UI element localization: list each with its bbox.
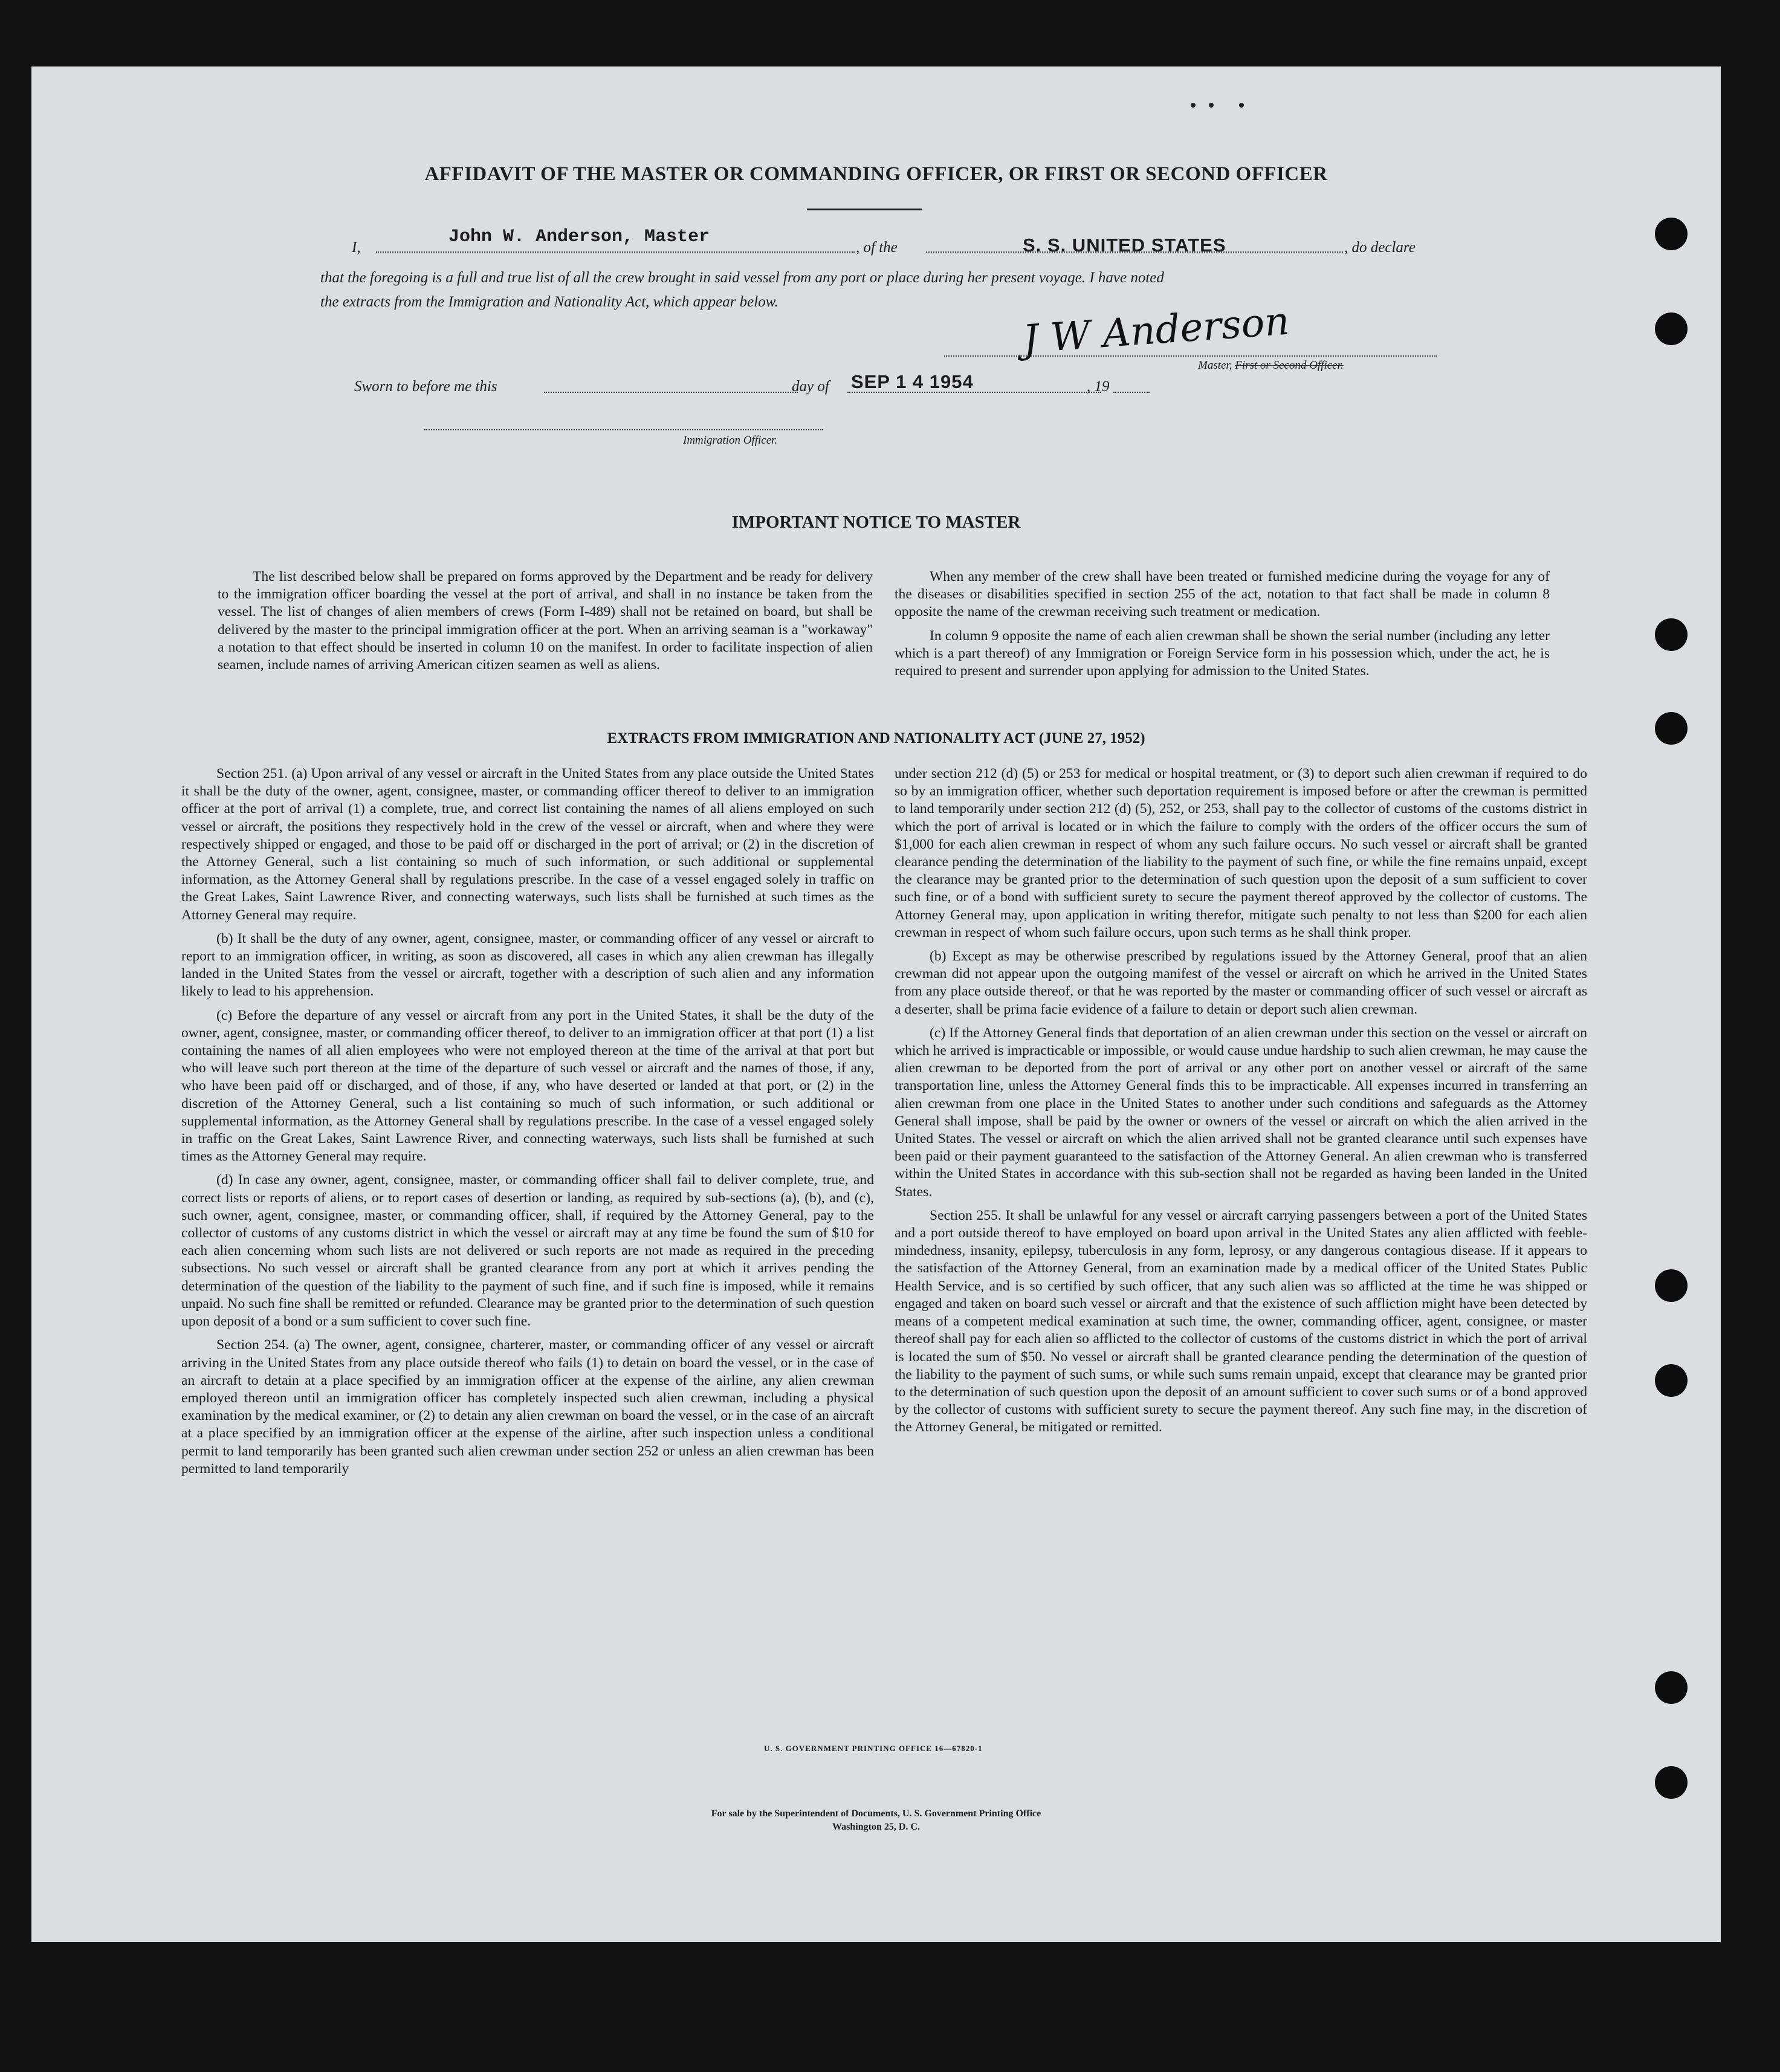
notice-right-paragraph-1: When any member of the crew shall have been treated or furnished medicine during the voyage for any of the diseases or disabilities specified in section 255 of the act, notation to that fact shall be made in column 8 opposite the name of the crewman receiving such treatment or medication.	[895, 569, 1550, 620]
signer-title-struck: First or Second Officer.	[1235, 359, 1344, 372]
sale-line-1: For sale by the Superintendent of Documents, U. S. Government Printing Office	[711, 1808, 1041, 1819]
punch-hole	[1655, 1269, 1688, 1302]
extracts-right-column	[895, 765, 1587, 1437]
signature-line	[944, 355, 1437, 357]
statement-line-2: the extracts from the Immigration and Nationality Act, which appear below.	[320, 294, 778, 310]
extracts-left-column	[181, 765, 874, 1478]
notice-right-paragraph-2: In column 9 opposite the name of each alien crewman shall be shown the serial number (including any letter which is a part thereof) of any Immigration or Foreign Service form in his possession which, under the act, he is required to present and surrender upon applying for admission to the United States.	[895, 627, 1550, 679]
speck	[1239, 103, 1244, 108]
title-rule	[807, 209, 922, 210]
section-251-c: (c) Before the departure of any vessel or aircraft from any port in the United States, it shall be the duty of the owner, agent, consignee, master, or commanding officer thereof, to deliver to an immigration officer at that port (1) a list containing the names of all alien employees who were not employed thereon at the time of the arrival at that port but who will leave such port thereon at the time of the departure of such vessel or aircraft and the names of those, if any, who have been paid off or discharged, and of those, if any, who have deserted or landed at that port, or (2) in the discretion of the Attorney General, such a list containing so much of such information, or such additional or supplemental information, as the Attorney General shall by regulations prescribe. In the case of a vessel engaged solely in traffic on the Great Lakes, Saint Lawrence River, and connecting waterways, such lists shall be furnished at such times as the Attorney General may require.	[181, 1007, 874, 1165]
section-254-c: (c) If the Attorney General finds that deportation of an alien crewman under this section on the vessel or aircraft on which he arrived is impracticable or impossible, or would cause undue hardship to such alien crewman, he may cause the alien crewman to be deported from the port of arrival or any other port on another vessel or aircraft of the same transportation line, unless the Attorney General finds this to be impracticable. All expenses incurred in transferring an alien crewman from one place in the United States to another under such conditions and safeguards as the Attorney General shall impose, shall be paid by the owner or owners of the vessel or aircraft on which the alien arrived in the United States. The vessel or aircraft on which the alien arrived shall not be granted clearance until such expenses have been paid or their payment guaranteed to the satisfaction of the Attorney General. An alien crewman who is transferred within the United States in accordance with this sub-section shall not be regarded as having been landed in the United States.	[895, 1025, 1587, 1200]
section-254-b: (b) Except as may be otherwise prescribed by regulations issued by the Attorney General, proof that an alien crewman did not appear upon the outgoing manifest of the vessel or aircraft on which he arrived in the United States from any place outside thereof, or that he was reported by the master or commanding officer of such vessel or aircraft as a deserter, shall be prima facie evidence of a failure to detain or deport such alien crewman.	[895, 948, 1587, 1017]
punch-hole	[1655, 1364, 1688, 1397]
section-251-b: (b) It shall be the duty of any owner, agent, consignee, master, or commanding officer of any vessel or aircraft to report to an immigration officer, in writing, as soon as discovered, all cases in which any alien crewman has illegally landed in the United States from the vessel or aircraft, together with a description of such alien and any information likely to lead to his apprehension.	[181, 930, 874, 1000]
speck	[1209, 103, 1214, 108]
date-stamp: SEP 1 4 1954	[851, 371, 974, 392]
section-251-a: Section 251. (a) Upon arrival of any vessel or aircraft in the United States from any place outside the United States it shall be the duty of the owner, agent, consignee, master, or commanding officer thereof to deliver to an immigration officer at the port of arrival (1) a complete, true, and correct list containing the names of all aliens employed on such vessel or aircraft, the positions they respectively hold in the crew of the vessel or aircraft, when and where they were respectively shipped or engaged, and those to be paid off or discharged in the port of arrival; or (2) in the discretion of the Attorney General, such a list containing so much of such information, or such additional or supplemental information, as the Attorney General shall by regulations prescribe. In the case of a vessel engaged solely in traffic on the Great Lakes, Saint Lawrence River, and connecting waterways, such lists shall be furnished at such times as the Attorney General may require.	[181, 766, 874, 923]
signer-title	[1198, 359, 1344, 372]
sworn-day-line	[544, 392, 798, 393]
statement-line-1: that the foregoing is a full and true list of all the crew brought in said vessel from any port or place during her present voyage. I have noted	[320, 270, 1164, 286]
officer-signature-line	[424, 429, 823, 430]
master-signature: J W Anderson	[1021, 299, 1291, 363]
section-255: Section 255. It shall be unlawful for any vessel or aircraft carrying passengers between a port of the United States and a port outside thereof to have employed on board upon arrival in the United States any alien afflicted with feeble-mindedness, insanity, epilepsy, tuberculosis in any form, leprosy, or any dangerous contagious disease. If it appears to the satisfaction of the Attorney General, from an examination made by a medical officer of the United States Public Health Service, and is so certified by such officer, that any such alien was so afflicted at the time he was shipped or engaged and taken on board such vessel or aircraft and that the existence of such affliction might have been detected by means of a competent medical examination at such time, the owner, commanding officer, agent, consignee, or master thereof shall pay for each alien so afflicted to the collector of customs of the customs district in which the port of arrival is located the sum of $50. No vessel or aircraft shall be granted clearance pending the determination of the question of the liability to the payment of such sums, or while such sums remain unpaid, except that clearance may be granted prior to the determination of such question upon the deposit of an amount sufficient to cover such sums or of a bond approved by the collector of customs with sufficient surety to secure the payment thereof. Any such fine may, in the discretion of the Attorney General, be mitigated or remitted.	[895, 1207, 1587, 1436]
affidavit-title: AFFIDAVIT OF THE MASTER OR COMMANDING OFFICER, OR FIRST OR SECOND OFFICER	[424, 163, 1328, 185]
sworn-label: Sworn to before me this	[354, 378, 497, 395]
notice-left-column	[218, 568, 873, 674]
year-label: , 19	[1087, 378, 1110, 395]
speck	[1191, 103, 1196, 108]
punch-hole	[1655, 312, 1688, 345]
section-251-d: (d) In case any owner, agent, consignee, master, or commanding officer shall fail to deliver complete, true, and correct lists or reports of aliens, or to report cases of desertion or landing, as required by sub-sections (a), (b), and (c), such owner, agent, consignee, master, or commanding officer, shall, if required by the Attorney General, pay to the collector of customs of any customs district in which the vessel or aircraft may at any time be found the sum of $10 for each alien concerning whom such lists are not delivered or such reports are not made as required in the preceding subsections. No such vessel or aircraft shall be granted clearance from any port at which it arrives pending the determination of the question of the liability to the payment of such fine, and if such fine is imposed, while it remains unpaid. No such fine shall be remitted or refunded. Clearance may be granted prior to the determination of such question upon deposit of a bond or a sum sufficient to cover such fine.	[181, 1172, 874, 1330]
section-254-a: Section 254. (a) The owner, agent, consignee, charterer, master, or commanding officer of any vessel or aircraft arriving in the United States from any place outside thereof who fails (1) to detain on board the vessel, or in the case of an aircraft to detain at a place specified by an immigration officer at the expense of the airline, any alien crewman employed thereon until an immigration officer has completely inspected such alien crewman, including a physical examination by the medical examiner, or (2) to detain any alien crewman on board the vessel, or in the case of an aircraft at a place specified by an immigration officer at the expense of the airline, after such inspection unless a conditional permit to land temporarily has been granted such alien crewman under section 252 or unless an alien crewman has been permitted to land temporarily	[181, 1337, 874, 1477]
do-declare-label: , do declare	[1344, 239, 1416, 256]
extracts-heading: EXTRACTS FROM IMMIGRATION AND NATIONALITY ACT (JUNE 27, 1952)	[607, 730, 1145, 746]
year-line	[1113, 392, 1150, 393]
name-field-line	[376, 251, 855, 253]
immigration-officer-label: Immigration Officer.	[683, 434, 778, 447]
notice-right-column	[895, 568, 1550, 680]
signer-title-master: Master,	[1198, 359, 1232, 372]
punch-hole	[1655, 1671, 1688, 1704]
sale-notice	[31, 1807, 1721, 1834]
section-254-a-continued: under section 212 (d) (5) or 253 for medical or hospital treatment, or (3) to deport such alien crewman if required to do so by an immigration officer, whether such deportation requirement is imposed before or after the crewman is permitted to land temporarily under section 212 (d) (5), 252, or 253, shall pay to the collector of customs of the customs district in which the port of arrival is located or in which the failure to comply with the orders of the officer occurs the sum of $1,000 for each alien crewman in respect of whom any such failure occurs. No such vessel or aircraft shall be granted clearance pending the determination of the liability to the payment of such fine, or while the fine remains unpaid, except the clearance may be granted prior to the determination of such question upon the deposit of a sum sufficient to cover such fine, or of a bond with sufficient surety to secure the payment thereof approved by the collector of customs. The Attorney General may, upon application in writing therefor, mitigate such penalty to not less than $200 for each alien crewman in respect of whom such failure occurs, upon such terms as he shall think proper.	[895, 766, 1587, 940]
vessel-name-value: S. S. UNITED STATES	[1023, 235, 1226, 256]
printing-office-line: U. S. GOVERNMENT PRINTING OFFICE 16—67820-1	[764, 1744, 983, 1753]
punch-hole	[1655, 1766, 1688, 1799]
day-of-label: day of	[792, 378, 829, 395]
of-the-label: , of the	[856, 239, 898, 256]
punch-hole	[1655, 618, 1688, 651]
notice-left-paragraph: The list described below shall be prepared on forms approved by the Department and be ready for delivery to the immigration officer boarding the vessel at the port of arrival, and shall in no instance be taken from the vessel. The list of changes of alien members of crews (Form I-489) shall not be retained on board, but shall be delivered by the master to the principal immigration officer at the port. When an arriving seaman is a "workaway" a notation to that effect should be inserted in column 10 on the manifest. In order to facilitate inspection of alien seamen, include names of arriving American citizen seamen as well as aliens.	[218, 569, 873, 673]
notice-heading: IMPORTANT NOTICE TO MASTER	[731, 513, 1021, 532]
i-label: I,	[352, 239, 361, 256]
document-page	[31, 66, 1721, 1942]
sale-line-2: Washington 25, D. C.	[832, 1822, 920, 1832]
master-name-value: John W. Anderson, Master	[448, 227, 710, 247]
punch-hole	[1655, 218, 1688, 250]
